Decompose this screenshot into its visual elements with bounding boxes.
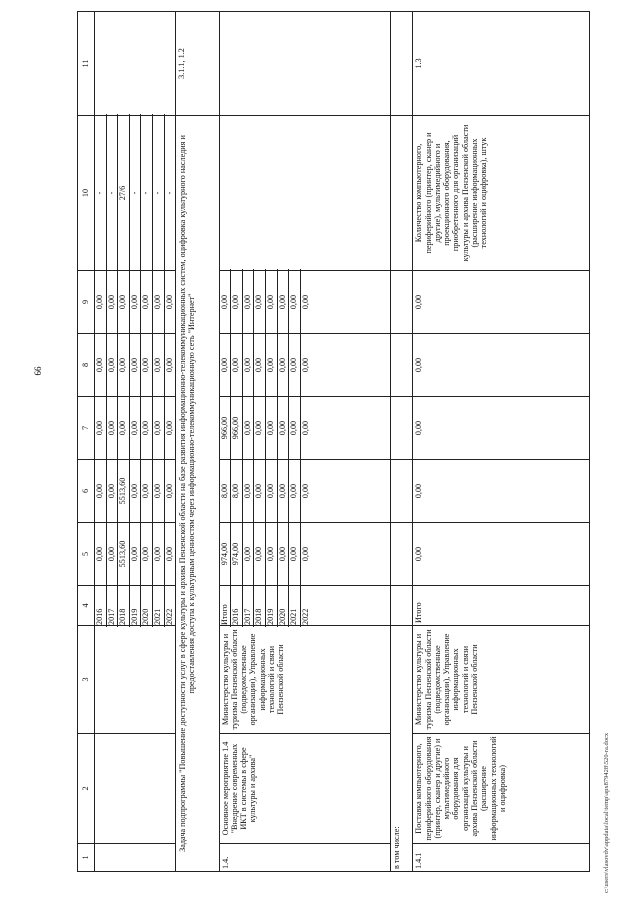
value-cell: 0,00 0,00 5513,60 0,00 0,00 0,00 0,00 [95, 523, 176, 586]
task-ref: 3.1.1, 1.2 [176, 12, 219, 116]
task-text: Задача подпрограммы "Повышение доступности услуг в сфере культуры и архива Пензенской области на базе развития информационно-телекоммуникационных систем, оцифровка культурного наследия и предоставления доступа к культурным ценностям через информационно-телекоммуникационную сеть "Интернет" [176, 116, 219, 872]
col-header: 2 [78, 734, 95, 844]
col-header: 6 [78, 460, 95, 523]
year-cell: Итого [413, 586, 590, 626]
value-cell: 0,00 [413, 523, 590, 586]
col-header: 8 [78, 334, 95, 397]
col-header: 1 [78, 844, 95, 872]
task-row [176, 12, 219, 872]
value-cell: 0,00 0,00 0,00 0,00 0,00 0,00 0,00 0,00 [219, 271, 390, 334]
col-header: 10 [78, 116, 95, 271]
value-cell: 974,00 974,00 0,00 0,00 0,00 0,00 0,00 0,00 [219, 523, 390, 586]
row-number: 1.4.1 [413, 844, 590, 872]
value-cell: 0,00 [413, 397, 590, 460]
including-label: в том числе: [390, 626, 413, 872]
col-header: 11 [78, 12, 95, 116]
col-header: 3 [78, 626, 95, 734]
row-number: 1.4. [219, 844, 390, 872]
footer-file-path: c:\users\vlasovdv\appdata\local\temp\apx879428\520-ra.docx [603, 732, 610, 893]
value-cell: 0,00 [413, 334, 590, 397]
table-row-1-4-1 [413, 12, 590, 872]
indicator-cell: - - 27/6 - - - - [95, 116, 176, 271]
col-header: 5 [78, 523, 95, 586]
value-cell: 0,00 0,00 0,00 0,00 0,00 0,00 0,00 [95, 271, 176, 334]
years-cell: Итого 2016 2017 2018 2019 2020 2021 2022 [219, 586, 390, 626]
years-cell: 2016 2017 2018 2019 2020 2021 2022 [95, 586, 176, 626]
value-cell: 0,00 0,00 0,00 0,00 0,00 0,00 0,00 [95, 334, 176, 397]
value-cell: 8,00 8,00 0,00 0,00 0,00 0,00 0,00 0,00 [219, 460, 390, 523]
table-row-continuation [95, 12, 176, 872]
event-name: Поставка компьютерного, периферийного оборудования (принтер, сканер и другие) и мультимедийного оборудования для организаций культуры и архива Пензенской области (расширение информационных технологий и оцифровка) [413, 734, 590, 844]
value-cell: 0,00 0,00 0,00 0,00 0,00 0,00 0,00 0,00 [219, 334, 390, 397]
indicator-text: Количество компьютерного, периферийного (принтер, сканер и другие), мультимедийного и проекционного оборудования, приобретенного для организаций культуры и архива Пензенской области (расширение информационных технологий и оцифровка), штук [413, 116, 590, 271]
col-header: 7 [78, 397, 95, 460]
table-row-1-4 [219, 12, 390, 872]
value-cell: 0,00 [413, 460, 590, 523]
value-cell: 0,00 [413, 271, 590, 334]
page-number: 66 [33, 366, 43, 376]
event-name: Основное мероприятие 1.4 "Внедрение современных ИКТ в системы в сфере культуры и архива" [219, 734, 390, 844]
value-cell: 0,00 0,00 5513,60 0,00 0,00 0,00 0,00 [95, 460, 176, 523]
including-row [390, 12, 413, 872]
value-cell: 966,00 966,00 0,00 0,00 0,00 0,00 0,00 0,00 [219, 397, 390, 460]
col-header: 9 [78, 271, 95, 334]
program-table [77, 11, 590, 872]
rotated-table-sheet [77, 12, 590, 872]
indicator-ref: 1.3 [413, 12, 590, 116]
value-cell: 0,00 0,00 0,00 0,00 0,00 0,00 0,00 [95, 397, 176, 460]
header-row [78, 12, 95, 872]
col-header: 4 [78, 586, 95, 626]
executor: Министерство культуры и туризма Пензенской области (подведомственные организации), Управление информационных технологий и связи Пензенской области [219, 626, 390, 734]
executor: Министерство культуры и туризма Пензенской области (подведомственные организации), Управление информационных технологий и связи Пензенской области [413, 626, 590, 734]
